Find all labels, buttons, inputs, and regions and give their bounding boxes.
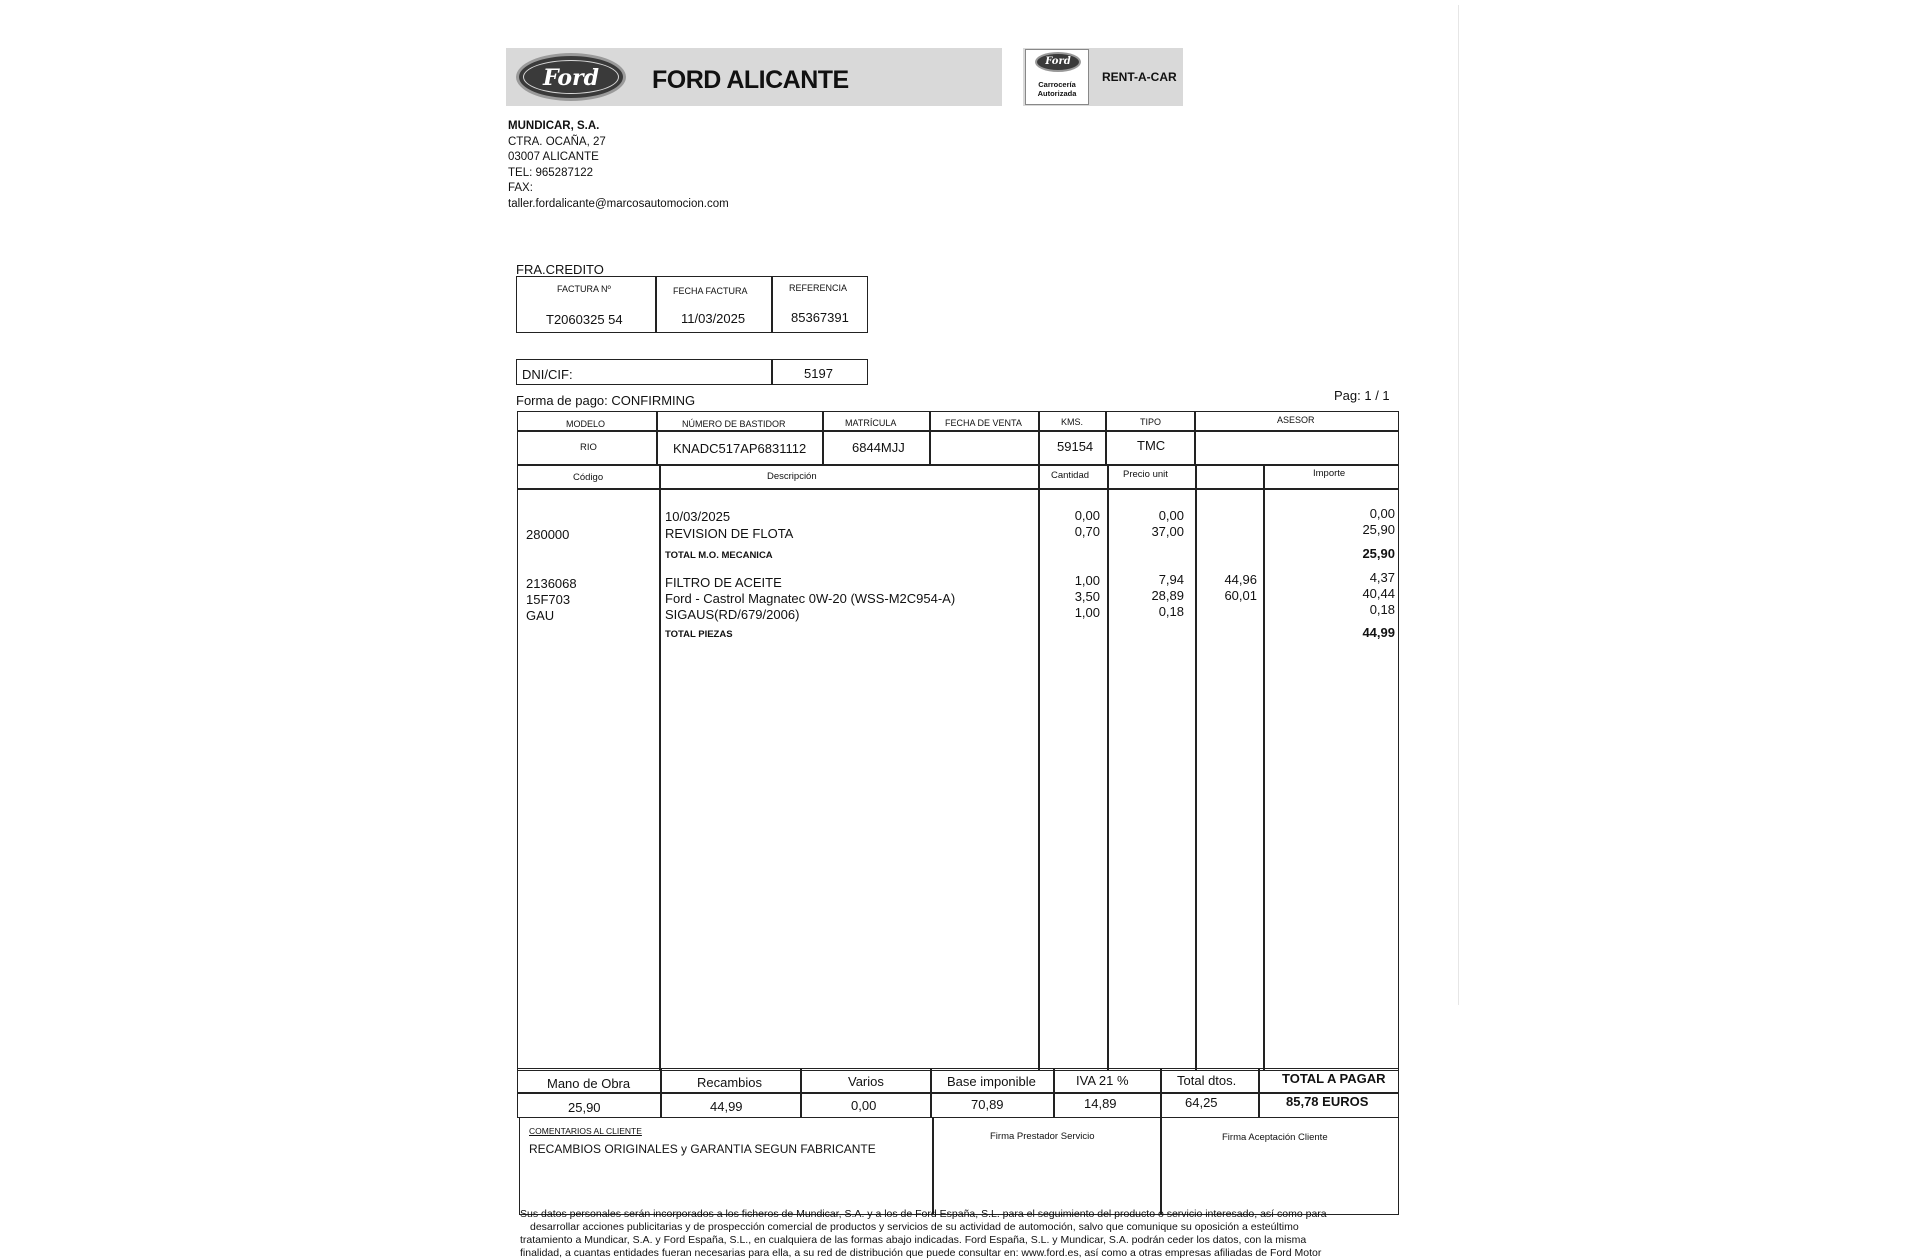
- cantidad-header: Cantidad: [1051, 470, 1090, 481]
- base-value: 70,89: [971, 1097, 1004, 1112]
- company-info: [508, 119, 729, 212]
- company-fax: FAX:: [508, 182, 533, 194]
- kms-value: 59154: [1057, 439, 1094, 454]
- carroceria-label: [1025, 80, 1089, 98]
- company-city: 03007 ALICANTE: [508, 151, 599, 163]
- line-dto: 44,96: [1224, 572, 1257, 587]
- bastidor-label: NÚMERO DE BASTIDOR: [682, 419, 786, 429]
- line-descripcion: FILTRO DE ACEITE: [665, 575, 782, 590]
- recambios-value: 44,99: [710, 1099, 743, 1114]
- comments-label: COMENTARIOS AL CLIENTE: [529, 1126, 642, 1136]
- ford-logo: [516, 53, 626, 101]
- line-codigo: 2136068: [526, 576, 577, 591]
- line-importe: 25,90: [1362, 546, 1395, 561]
- company-tel: TEL: 965287122: [508, 166, 594, 179]
- line-cantidad: 0,70: [1074, 524, 1100, 539]
- precio-header: Precio unit: [1123, 469, 1168, 480]
- divider: [800, 1068, 802, 1118]
- company-address: CTRA. OCAÑA, 27: [508, 135, 606, 148]
- line-precio: 7,94: [1158, 572, 1184, 587]
- matricula-value: 6844MJJ: [852, 440, 905, 455]
- divider: [1038, 411, 1040, 464]
- divider: [656, 411, 658, 464]
- line-importe: 40,44: [1362, 586, 1395, 601]
- varios-label: Varios: [848, 1074, 884, 1089]
- line-codigo: GAU: [526, 608, 555, 623]
- divider: [1053, 1068, 1055, 1118]
- line-codigo: 280000: [526, 527, 570, 542]
- referencia-value: 85367391: [791, 310, 849, 325]
- divider: [1195, 464, 1197, 1071]
- line-descripcion: SIGAUS(RD/679/2006): [665, 607, 800, 622]
- total-pagar-value: 85,78 EUROS: [1286, 1094, 1369, 1109]
- divider: [1258, 1068, 1260, 1118]
- mano-obra-label: Mano de Obra: [547, 1076, 631, 1091]
- row-divider: [517, 488, 1399, 490]
- mano-obra-value: 25,90: [568, 1100, 601, 1115]
- referencia-label: REFERENCIA: [789, 283, 848, 293]
- line-precio: 0,18: [1158, 604, 1184, 619]
- fecha-venta-label: FECHA DE VENTA: [945, 418, 1022, 428]
- divider: [1160, 1068, 1162, 1118]
- dni-value: 5197: [804, 366, 833, 381]
- dni-label: DNI/CIF:: [522, 367, 573, 382]
- line-precio: 28,89: [1151, 588, 1184, 603]
- base-label: Base imponible: [947, 1074, 1036, 1089]
- privacy-line: desarrollar acciones publicitarias y de prospección comercial de productos y servicios de su actividad de automoción, salvo que comunique su oposición a esteúltimo: [530, 1221, 1299, 1233]
- line-importe: 0,00: [1369, 506, 1395, 521]
- kms-label: KMS.: [1061, 417, 1084, 427]
- line-descripcion: TOTAL M.O. MECANICA: [665, 550, 773, 561]
- carroceria-line1: Carrocería: [1038, 80, 1076, 89]
- dtos-value: 64,25: [1185, 1095, 1218, 1110]
- line-dto: 60,01: [1224, 588, 1257, 603]
- row-divider: [517, 430, 1399, 432]
- page-number: Pag: 1 / 1: [1334, 388, 1390, 403]
- dtos-label: Total dtos.: [1177, 1073, 1237, 1088]
- iva-label: IVA 21 %: [1076, 1073, 1129, 1088]
- modelo-value: RIO: [580, 442, 597, 453]
- privacy-notice: [520, 1208, 1400, 1260]
- line-codigo: 15F703: [526, 592, 571, 607]
- matricula-label: MATRÍCULA: [845, 418, 897, 428]
- tipo-label: TIPO: [1140, 417, 1162, 427]
- fecha-factura-label: FECHA FACTURA: [673, 286, 748, 296]
- row-divider: [517, 1092, 1399, 1094]
- line-descripcion: 10/03/2025: [665, 509, 731, 524]
- line-cantidad: 0,00: [1074, 508, 1100, 523]
- factura-label: FACTURA Nº: [557, 284, 611, 294]
- divider: [1160, 1117, 1162, 1215]
- line-descripcion: REVISION DE FLOTA: [665, 526, 794, 541]
- rent-a-car-label: RENT-A-CAR: [1102, 70, 1177, 84]
- privacy-line: Sus datos personales serán incorporados a los ficheros de Mundicar, S.A. y a los de Ford España, S.L. para el seguimiento del producto o servicio interesado, así como para: [520, 1208, 1327, 1220]
- codigo-header: Código: [573, 472, 604, 483]
- line-importe: 0,18: [1369, 602, 1395, 617]
- divider: [932, 1117, 934, 1215]
- divider: [1038, 464, 1040, 1071]
- line-precio: 0,00: [1158, 508, 1184, 523]
- asesor-label: ASESOR: [1277, 415, 1315, 425]
- invoice-type: FRA.CREDITO: [516, 262, 604, 277]
- fecha-factura-value: 11/03/2025: [681, 311, 746, 326]
- row-divider: [517, 464, 1399, 466]
- line-precio: 37,00: [1151, 524, 1184, 539]
- divider: [660, 1068, 662, 1118]
- factura-value: T2060325 54: [546, 312, 623, 327]
- carroceria-line2: Autorizada: [1037, 89, 1077, 98]
- dealer-title: FORD ALICANTE: [652, 66, 849, 94]
- modelo-label: MODELO: [566, 419, 606, 429]
- tipo-value: TMC: [1137, 438, 1166, 453]
- privacy-line: finalidad, a cuantas entidades fueran necesarias para ella, a su red de distribución que puede consultar en: www.ford.es, así como a otras empresas afiliadas de Ford Motor: [520, 1247, 1322, 1259]
- recambios-label: Recambios: [697, 1075, 763, 1090]
- iva-value: 14,89: [1084, 1096, 1117, 1111]
- divider: [1105, 411, 1107, 464]
- divider: [771, 276, 773, 333]
- ford-logo-text: Ford: [542, 65, 600, 91]
- line-descripcion: TOTAL PIEZAS: [665, 629, 733, 640]
- importe-header: Importe: [1313, 468, 1346, 479]
- varios-value: 0,00: [851, 1098, 877, 1113]
- divider: [929, 411, 931, 464]
- divider: [1194, 411, 1196, 464]
- line-descripcion: Ford - Castrol Magnatec 0W-20 (WSS-M2C954-A): [665, 591, 956, 606]
- divider: [771, 359, 773, 385]
- line-cantidad: 1,00: [1074, 605, 1100, 620]
- divider: [655, 276, 657, 333]
- privacy-line: tratamiento a Mundicar, S.A. y Ford España, S.L., en cualquiera de las formas abajo indicadas. Ford España, S.L. y Mundicar, S.A. podrán ceder los datos, con la misma: [520, 1234, 1307, 1246]
- company-email: taller.fordalicante@marcosautomocion.com: [508, 197, 729, 210]
- divider: [1107, 464, 1109, 1071]
- firma-prestador-label: Firma Prestador Servicio: [990, 1131, 1095, 1142]
- divider: [930, 1068, 932, 1118]
- payment-method: Forma de pago: CONFIRMING: [516, 393, 696, 408]
- line-importe: 25,90: [1362, 522, 1395, 537]
- company-name: MUNDICAR, S.A.: [508, 120, 600, 132]
- line-importe: 4,37: [1369, 570, 1395, 585]
- ford-badge-logo: Ford: [1035, 52, 1081, 72]
- comments-text: RECAMBIOS ORIGINALES y GARANTIA SEGUN FABRICANTE: [529, 1142, 876, 1156]
- line-cantidad: 3,50: [1074, 589, 1100, 604]
- descripcion-header: Descripción: [767, 471, 817, 482]
- divider: [822, 411, 824, 464]
- bastidor-value: KNADC517AP6831112: [673, 441, 807, 456]
- line-cantidad: 1,00: [1074, 573, 1100, 588]
- line-importe: 44,99: [1362, 625, 1395, 640]
- total-pagar-label: TOTAL A PAGAR: [1282, 1071, 1386, 1086]
- firma-cliente-label: Firma Aceptación Cliente: [1222, 1132, 1328, 1143]
- page-edge: [1458, 5, 1459, 1005]
- divider: [659, 464, 661, 1071]
